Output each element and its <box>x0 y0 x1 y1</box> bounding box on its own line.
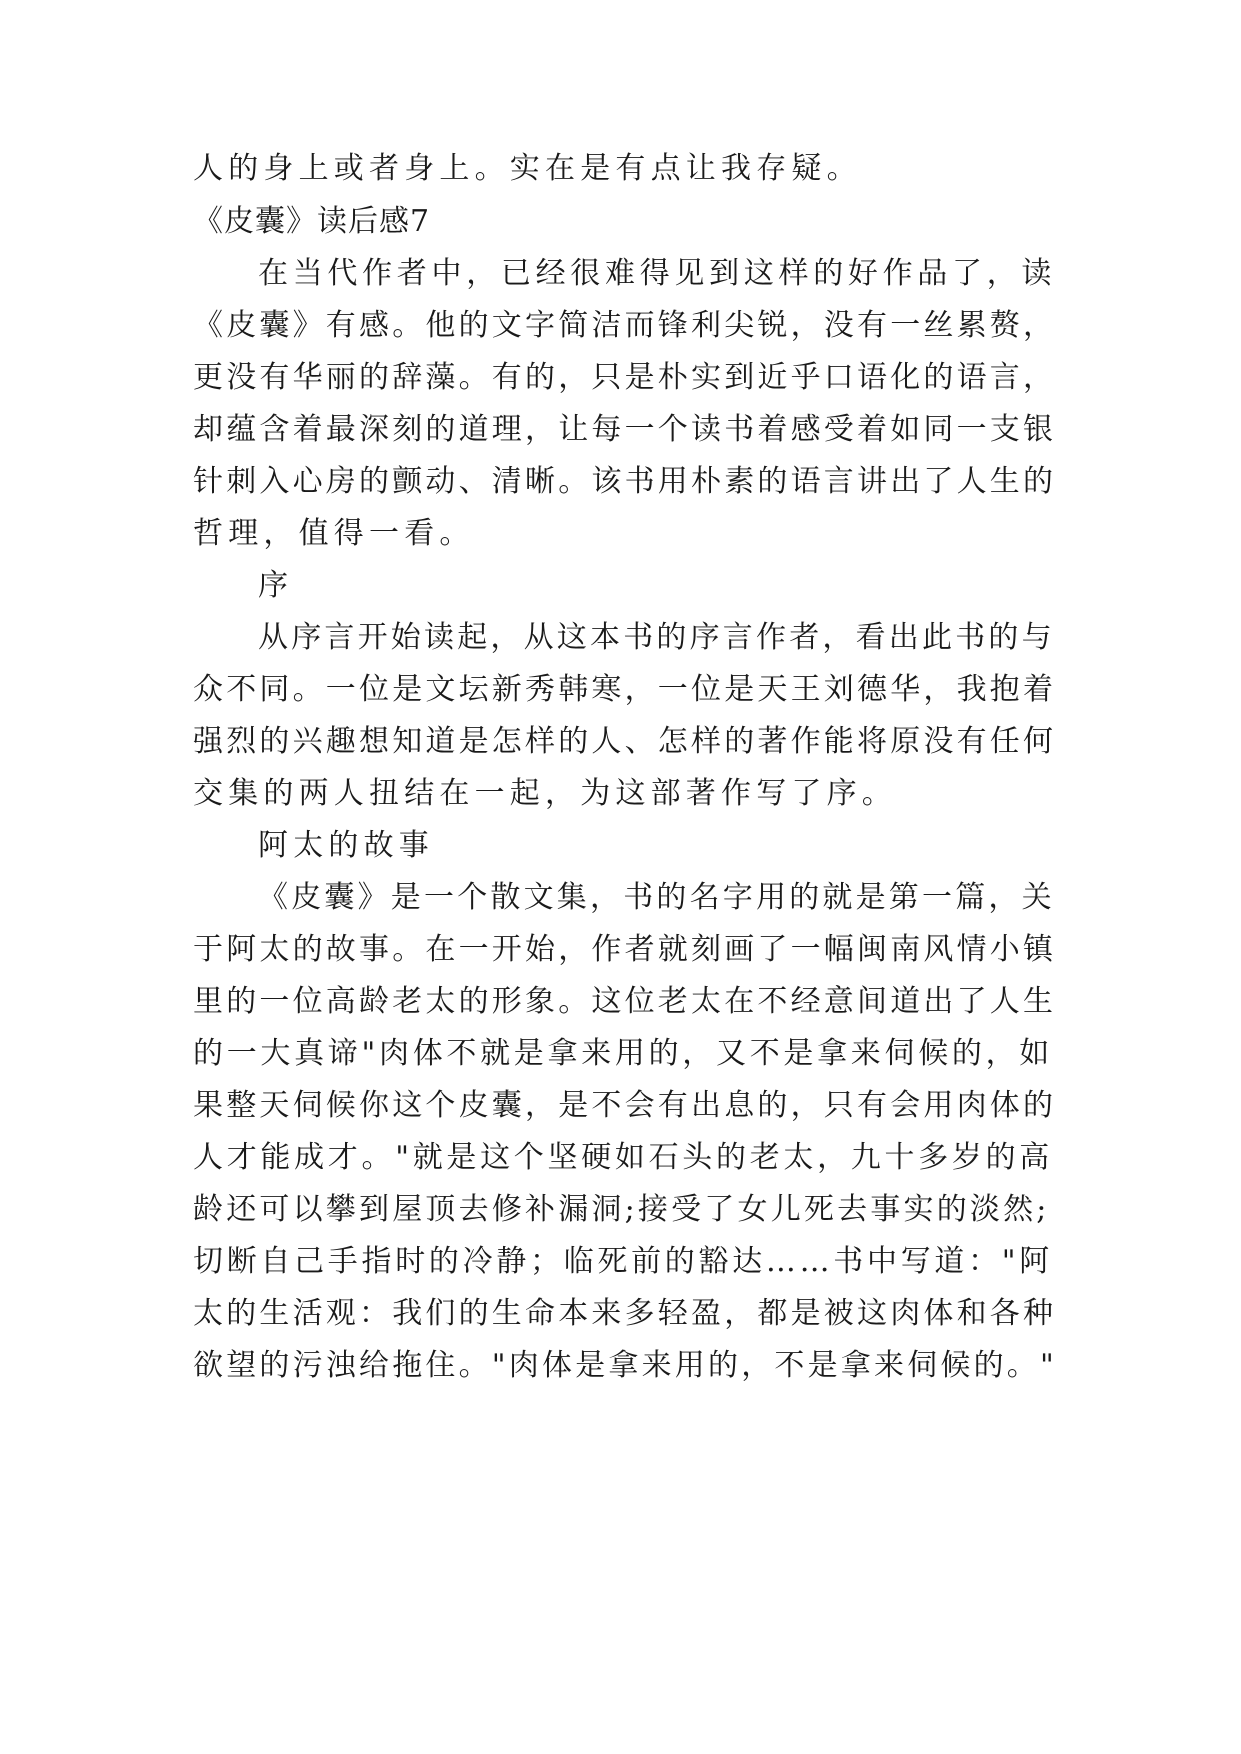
text-line: 《皮囊》是一个散文集，书的名字用的就是第一篇，关 <box>258 880 1055 915</box>
text-line: 太的生活观：我们的生命本来多轻盈，都是被这肉体和各种 <box>193 1296 1057 1331</box>
text-line: 于阿太的故事。在一开始，作者就刻画了一幅闽南风情小镇 <box>193 932 1057 967</box>
text-line: 强烈的兴趣想知道是怎样的人、怎样的著作能将原没有任何 <box>193 724 1057 759</box>
text-line: 《皮囊》有感。他的文字简洁而锋利尖锐，没有一丝累赘， <box>193 308 1057 343</box>
text-line: 从序言开始读起，从这本书的序言作者，看出此书的与 <box>258 620 1055 655</box>
text-line: 切断自己手指时的冷静；临死前的豁达……书中写道："阿 <box>193 1244 1053 1279</box>
text-line: 欲望的污浊给拖住。"肉体是拿来用的，不是拿来伺候的。" <box>193 1348 1057 1383</box>
text-line: 人才能成才。"就是这个坚硬如石头的老太，九十多岁的高 <box>193 1140 1053 1175</box>
text-line: 却蕴含着最深刻的道理，让每一个读书着感受着如同一支银 <box>193 412 1057 447</box>
subheading: 阿太的故事 <box>258 828 434 863</box>
section-heading: 《皮囊》读后感7 <box>193 204 431 239</box>
text-line: 在当代作者中，已经很难得见到这样的好作品了，读 <box>258 256 1057 291</box>
text-line: 针刺入心房的颤动、清晰。该书用朴素的语言讲出了人生的 <box>193 464 1057 499</box>
text-line: 哲理，值得一看。 <box>193 516 475 551</box>
text-line: 龄还可以攀到屋顶去修补漏洞;接受了女儿死去事实的淡然; <box>193 1192 1050 1227</box>
text-line: 人的身上或者身上。实在是有点让我存疑。 <box>193 151 862 186</box>
text-line: 交集的两人扭结在一起，为这部著作写了序。 <box>193 776 897 811</box>
text-line: 里的一位高龄老太的形象。这位老太在不经意间道出了人生 <box>193 984 1057 1019</box>
text-line: 更没有华丽的辞藻。有的，只是朴实到近乎口语化的语言， <box>193 360 1057 395</box>
text-line: 众不同。一位是文坛新秀韩寒，一位是天王刘德华，我抱着 <box>193 672 1057 707</box>
subheading: 序 <box>258 568 294 603</box>
text-line: 的一大真谛"肉体不就是拿来用的，又不是拿来伺候的，如 <box>193 1036 1053 1071</box>
text-line: 果整天伺候你这个皮囊，是不会有出息的，只有会用肉体的 <box>193 1088 1057 1123</box>
